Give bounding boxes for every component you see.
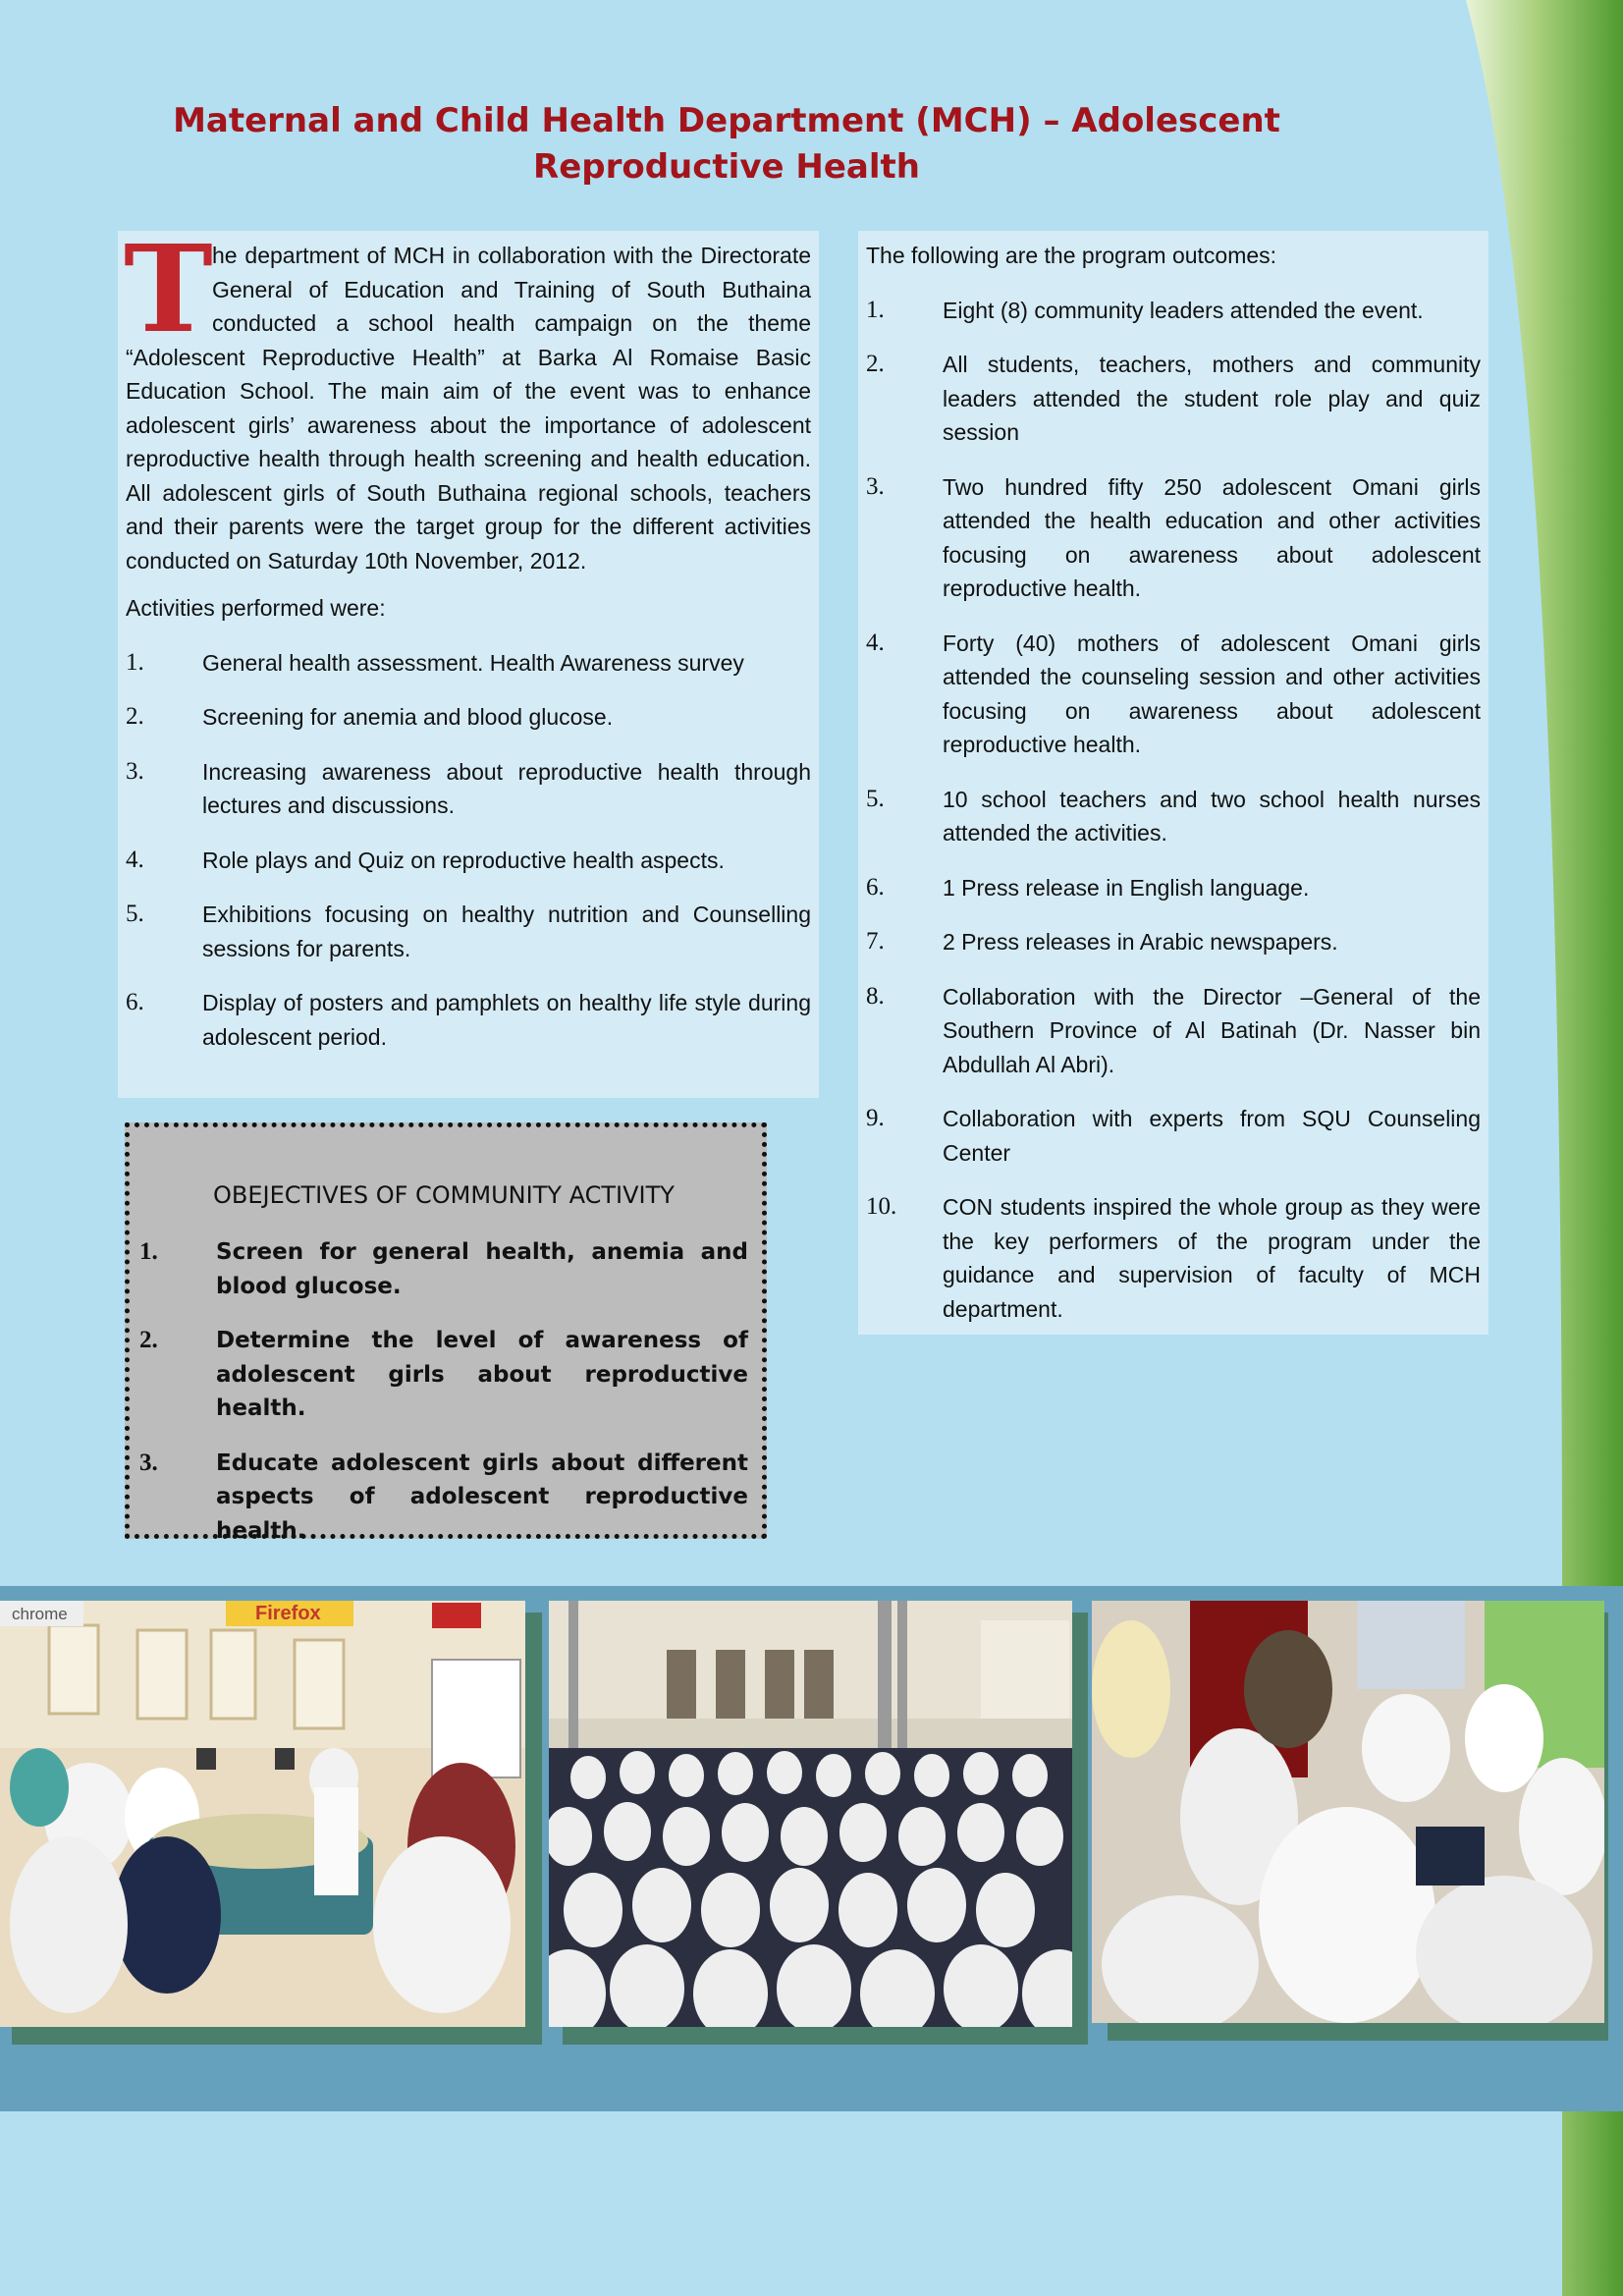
item-number: 1.: [866, 296, 885, 323]
item-text: 10 school teachers and two school health nurses attended the activities.: [943, 786, 1481, 846]
list-item: [866, 1190, 1481, 1326]
list-item: [866, 980, 1481, 1082]
list-item: [866, 348, 1481, 450]
chrome-sign: chrome: [12, 1605, 68, 1623]
photo-band: [0, 1586, 1623, 2111]
item-number: 2.: [139, 1327, 158, 1353]
item-text: Screening for anemia and blood glucose.: [202, 704, 614, 730]
item-number: 7.: [866, 928, 885, 955]
photo-screening-session: [1092, 1601, 1604, 2023]
photo-computer-lab: [0, 1601, 525, 2027]
item-number: 1.: [126, 648, 144, 676]
outcomes-heading: The following are the program outcomes:: [866, 243, 1277, 268]
item-text: Two hundred fifty 250 adolescent Omani girls attended the health education and other activities focusing on awareness about adolescent reproductive health.: [943, 473, 1481, 601]
item-number: 2.: [126, 703, 144, 730]
item-text: Display of posters and pamphlets on healthy life style during adolescent period.: [202, 990, 811, 1050]
activities-list: [126, 646, 811, 1055]
dropcap-letter: T: [124, 218, 213, 359]
item-number: 9.: [866, 1105, 885, 1131]
intro-panel: [118, 218, 819, 1098]
item-number: 1.: [139, 1238, 158, 1265]
item-text: Increasing awareness about reproductive health through lectures and discussions.: [202, 758, 811, 818]
item-text: Collaboration with the Director –General of the Southern Province of Al Batinah (Dr. Nasser bin Abdullah Al Abri).: [943, 983, 1481, 1077]
item-number: 4.: [866, 629, 885, 656]
list-item: [866, 871, 1481, 905]
objectives-list: [139, 1235, 748, 1548]
list-item: [866, 627, 1481, 762]
item-text: 1 Press release in English language.: [943, 874, 1310, 901]
item-text: All students, teachers, mothers and community leaders attended the student role play and quiz session: [943, 352, 1481, 445]
list-item: [866, 1102, 1481, 1170]
item-number: 8.: [866, 982, 885, 1010]
list-item: [866, 470, 1481, 606]
list-item: [139, 1324, 748, 1426]
item-number: 2.: [866, 351, 885, 377]
item-text: Determine the level of awareness of adolescent girls about reproductive health.: [216, 1328, 748, 1421]
item-text: Role plays and Quiz on reproductive health aspects.: [202, 847, 725, 873]
objectives-title: OBEJECTIVES OF COMMUNITY ACTIVITY: [213, 1181, 675, 1209]
list-item: [126, 844, 811, 878]
item-text: Collaboration with experts from SQU Counseling Center: [943, 1106, 1481, 1166]
photo-assembly-hall: [549, 1601, 1072, 2027]
item-text: Forty (40) mothers of adolescent Omani girls attended the counseling session and other activities focusing on awareness about adolescent reproductive health.: [943, 629, 1481, 757]
item-text: Eight (8) community leaders attended the event.: [943, 297, 1424, 323]
item-number: 3.: [126, 757, 144, 785]
activities-heading: Activities performed were:: [126, 595, 386, 621]
list-item: [139, 1447, 748, 1549]
item-number: 3.: [139, 1449, 158, 1476]
item-number: 6.: [126, 989, 144, 1015]
list-item: [126, 755, 811, 823]
item-number: 10.: [866, 1193, 897, 1220]
item-text: 2 Press releases in Arabic newspapers.: [943, 929, 1338, 955]
item-text: Educate adolescent girls about different aspects of adolescent reproductive health.: [216, 1449, 748, 1544]
list-item: [126, 646, 811, 681]
item-text: General health assessment. Health Awareness survey: [202, 649, 744, 676]
item-number: 3.: [866, 472, 885, 500]
item-number: 5.: [126, 901, 144, 927]
list-item: [126, 986, 811, 1054]
list-item: [866, 783, 1481, 850]
firefox-sign: Firefox: [255, 1603, 321, 1624]
item-text: CON students inspired the whole group as they were the key performers of the program under the guidance and supervision of faculty of MCH department.: [943, 1194, 1481, 1322]
list-item: [126, 700, 811, 735]
objectives-box: [125, 1122, 767, 1544]
intro-text: he department of MCH in collaboration with the Directorate General of Education and Training of South Buthaina conducted a school health campaign on the theme “Adolescent Reproductive Health” at Barka Al Romaise Basic Education School. The main aim of the event was to enhance adolescent girls’ awareness about the importance of adolescent reproductive health through health screening and health education. All adolescent girls of South Buthaina regional schools, teachers and their parents were the target group for the different activities conducted on Saturday 10th November, 2012.: [126, 243, 811, 574]
list-item: [866, 925, 1481, 959]
list-item: [866, 294, 1481, 328]
item-number: 5.: [866, 785, 885, 812]
list-item: [126, 898, 811, 965]
item-text: Screen for general health, anemia and blood glucose.: [216, 1239, 748, 1299]
item-number: 4.: [126, 846, 144, 873]
page-title: Maternal and Child Health Department (MCH) – Adolescent Reproductive Health: [173, 101, 1280, 187]
intro-paragraph: [124, 218, 811, 577]
item-number: 6.: [866, 873, 885, 901]
item-text: Exhibitions focusing on healthy nutrition and Counselling sessions for parents.: [202, 902, 811, 961]
outcomes-panel: [858, 231, 1488, 1335]
outcomes-list: [866, 294, 1481, 1327]
list-item: [139, 1235, 748, 1303]
